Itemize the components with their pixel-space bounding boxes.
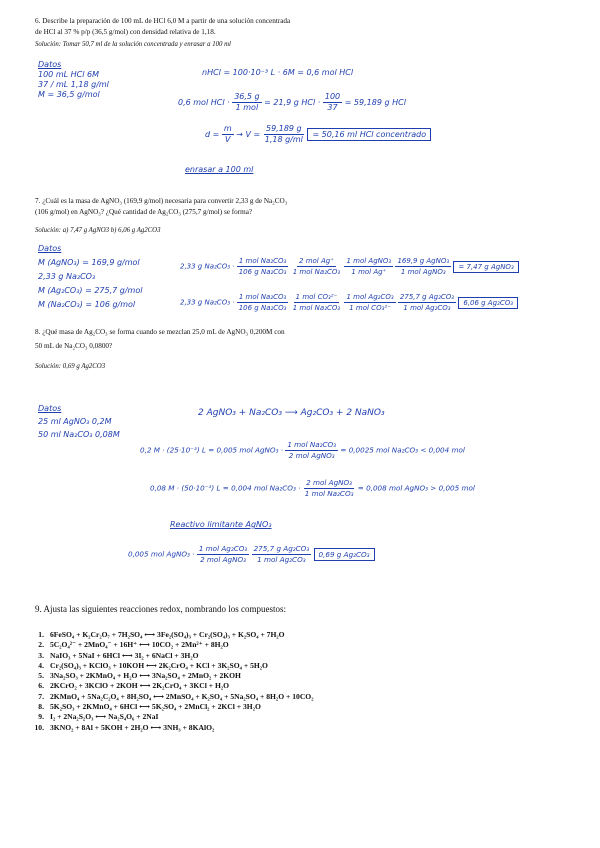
q6-dato-1: 100 mL HCl 6M [38, 70, 99, 79]
q6-volume-fraction: $\frac{59,189 g}{1,18 g/ml}$ [264, 124, 303, 144]
q6-volume-line: d = $\frac{m}{V}$ → V = $\frac{59,189 g}{1,18 g/ml}$ = 50,16 ml HCl concentrado [205, 124, 431, 145]
q7-dato-3: M (Ag₂CO₃) = 275,7 g/mol [38, 286, 143, 295]
q7-datos-title: Datos [38, 244, 62, 253]
reaction-number: 9. [38, 712, 44, 722]
q6-molar-mass-fraction: $\frac{36,5 g}{\text{1 mol}}$ [234, 92, 260, 112]
q6-solution: Solución: Tomar 50,7 ml de la solución concentrada y enrasar a 100 ml [35, 41, 231, 48]
q7-r1-fraction-2: $\frac{\text{2 mol Ag⁺}}{\text{1 mol Na₂CO₃}}$ [292, 257, 341, 276]
q9-title: 9. Ajusta las siguientes reacciones redox, nombrando los compuestos: [35, 604, 286, 614]
reaction-equation: 5C₂O₄²⁻ + 2MnO₄⁻ + 16H⁺ ⟷ 10CO₂ + 2Mn²⁺ + 8H₂O [50, 640, 229, 650]
q8-a-fraction: $\frac{\text{1 mol Na₂CO₃}}{\text{2 mol AgNO₃}}$ [287, 440, 337, 460]
reaction-number: 5. [38, 671, 44, 681]
reaction-item [28, 712, 313, 722]
reaction-item [28, 630, 313, 640]
q8-c-fraction-1: $\frac{\text{1 mol Ag₂CO₃}}{\text{2 mol AgNO₃}}$ [198, 544, 248, 564]
q8-agno3-moles-calc: 0,2 M · (25·10⁻³) L = 0,005 mol AgNO₃ · $\frac{\text{1 mol Na₂CO₃}}{\text{2 mol AgNO₃}}$ = 0,0025 mol Na₂CO₃ < 0,004 mol [140, 440, 465, 460]
reaction-item [28, 692, 313, 702]
q7-dato-1: M (AgNO₃) = 169,9 g/mol [38, 258, 140, 267]
q8-limiting-reagent: Reactivo limitante AgNO₃ [170, 520, 272, 529]
q8-c-fraction-2: $\frac{\text{275,7 g Ag₂CO₃}}{\text{1 mol Ag₂CO₃}}$ [253, 544, 310, 564]
reaction-item [28, 661, 313, 671]
reaction-equation: 3KNO₂ + 8Al + 5KOH + 2H₂O ⟷ 3NH₃ + 8KAlO₂ [50, 722, 215, 732]
q7-r1-fraction-3: $\frac{\text{1 mol AgNO₃}}{\text{1 mol Ag⁺}}$ [346, 257, 392, 276]
q7-r2-fraction-1: $\frac{\text{1 mol Na₂CO₃}}{\text{106 g Na₂CO₃}}$ [238, 293, 287, 312]
reaction-equation: 3Na₂SO₃ + 2KMnO₄ + H₂O ⟷ 3Na₂SO₄ + 2MnO₂ + 2KOH [50, 671, 241, 681]
q7-dato-2: 2,33 g Na₂CO₃ [38, 272, 96, 281]
q7-statement: 7. ¿Cuál es la masa de AgNO₃ (169,9 g/mol) necesaria para convertir 2,33 g de Na₂CO₃ (106 g/mol) en AgNO₃? ¿Qué cantidad de Ag₂CO₃ (275,7 g/mol) se forma? [35, 197, 288, 216]
q7-datos-block [38, 244, 142, 310]
q7-r2-fraction-3: $\frac{\text{1 mol Ag₂CO₃}}{\text{1 mol CO₃²⁻}}$ [346, 293, 394, 312]
q8-solution: Solución: 0,69 g Ag2CO3 [35, 363, 106, 370]
reaction-number: 6. [38, 681, 44, 691]
q6-density-fraction: $\frac{m}{V}$ [223, 124, 232, 144]
q6-dato-3: M = 36,5 g/mol [38, 90, 100, 99]
q7-solution: Solución: a) 7,47 g AgNO3 b) 6,06 g Ag2CO3 [35, 227, 161, 234]
reaction-equation: Cr₂(SO₄)₃ + KClO₃ + 10KOH ⟷ 2K₂CrO₄ + KCl + 3K₂SO₄ + 5H₂O [50, 660, 268, 670]
reaction-item [28, 651, 313, 661]
q7-r2-fraction-2: $\frac{\text{1 mol CO₃²⁻}}{\text{1 mol Na₂CO₃}}$ [292, 293, 341, 312]
reaction-item [28, 640, 313, 650]
q7-r1-fraction-4: $\frac{\text{169,9 g AgNO₃}}{\text{1 mol AgNO₃}}$ [397, 257, 450, 276]
reaction-item [28, 681, 313, 691]
reaction-number: 2. [38, 640, 44, 650]
q6-percent-fraction: $\frac{100}{37}$ [324, 92, 341, 112]
reaction-number: 8. [38, 702, 44, 712]
q7-r1-fraction-1: $\frac{\text{1 mol Na₂CO₃}}{\text{106 g Na₂CO₃}}$ [238, 257, 287, 276]
reaction-number: 3. [38, 650, 44, 660]
q8-statement: 8. ¿Qué masa de Ag₂CO₃ se forma cuando se mezclan 25,0 mL de AgNO₃ 0,200M con 50 mL de Na₂CO₃ 0,0800? [35, 328, 285, 350]
q6-enrasar-note: enrasar a 100 ml [185, 165, 254, 174]
reaction-equation: 2KMnO₄ + 5Na₂C₂O₄ + 8H₂SO₄ ⟷ 2MnSO₄ + K₂SO₄ + 5Na₂SO₄ + 8H₂O + 10CO₂ [50, 691, 314, 701]
q6-result-box: = 50,16 ml HCl concentrado [307, 128, 431, 141]
reaction-number: 7. [38, 691, 44, 701]
reaction-equation: 2KCrO₂ + 3KClO + 2KOH ⟷ 2K₂CrO₄ + 3KCl + H₂O [50, 681, 230, 691]
q6-datos-title: Datos [38, 60, 62, 69]
reaction-equation: I₂ + 2Na₂S₂O₃ ⟷ Na₂S₄O₆ + 2NaI [50, 712, 159, 722]
q6-statement: 6. Describe la preparación de 100 mL de HCl 6,0 M a partir de una solución concentrada de HCl al 37 % p/p (36,5 g/mol) con densidad relativa de 1,18. [35, 17, 291, 36]
q6-dato-2: 37 / mL 1,18 g/ml [38, 80, 109, 89]
q8-reaction-equation: 2 AgNO₃ + Na₂CO₃ ⟶ Ag₂CO₃ + 2 NaNO₃ [198, 408, 385, 418]
q8-datos-title: Datos [38, 404, 62, 413]
q8-b-fraction: $\frac{\text{2 mol AgNO₃}}{\text{1 mol Na₂CO₃}}$ [304, 478, 354, 498]
q8-product-result: 0,69 g Ag₂CO₃ [314, 548, 375, 561]
q7-ag2co3-result: 6,06 g Ag₂CO₃ [458, 297, 518, 309]
q8-datos-block [38, 404, 120, 440]
reaction-item [28, 702, 313, 712]
q6-moles-line: nHCl = 100·10⁻³ L · 6M = 0,6 mol HCl [202, 68, 354, 77]
q6-datos-block [38, 60, 109, 100]
reaction-equation: NaIO₃ + 5NaI + 6HCl ⟷ 3I₂ + 6NaCl + 3H₂O [50, 650, 199, 660]
q8-dato-2: 50 ml Na₂CO₃ 0,08M [38, 430, 120, 439]
q7-agno3-calc: 2,33 g Na₂CO₃ · $\frac{\text{1 mol Na₂CO₃}}{\text{106 g Na₂CO₃}}$ $\frac{\text{2 mol Ag⁺}}{\text{1 mol Na₂CO₃}}$ $\frac{\text{1 mol AgNO₃}}{\text{1 mol Ag⁺}}$ $\frac{\text{169,9 g AgNO₃}}{\text{1 mol AgNO₃}}$ = 7,47 g AgNO₃ [180, 256, 519, 277]
reaction-number: 4. [38, 660, 44, 670]
q7-dato-4: M (Na₂CO₃) = 106 g/mol [38, 300, 136, 309]
reaction-item [28, 671, 313, 681]
reaction-item [28, 723, 313, 733]
q8-na2co3-moles-calc: 0,08 M · (50·10⁻³) L = 0,004 mol Na₂CO₃ · $\frac{\text{2 mol AgNO₃}}{\text{1 mol Na₂CO₃}}$ = 0,008 mol AgNO₃ > 0,005 mol [150, 478, 475, 498]
reaction-equation: 5K₂SO₃ + 2KMnO₄ + 6HCl ⟷ 5K₂SO₄ + 2MnCl₂ + 2KCl + 3H₂O [50, 702, 261, 712]
q8-product-mass-calc: 0,005 mol AgNO₃ · $\frac{\text{1 mol Ag₂CO₃}}{\text{2 mol AgNO₃}}$ $\frac{\text{275,7 g Ag₂CO₃}}{\text{1 mol Ag₂CO₃}}$ 0,69 g Ag₂CO₃ [128, 544, 375, 565]
q6-mass-line: 0,6 mol HCl · $\frac{36,5 g}{\text{1 mol}}$ = 21,9 g HCl · $\frac{100}{37}$ = 59,189 g HCl [178, 92, 406, 112]
q7-ag2co3-calc: 2,33 g Na₂CO₃ · $\frac{\text{1 mol Na₂CO₃}}{\text{106 g Na₂CO₃}}$ $\frac{\text{1 mol CO₃²⁻}}{\text{1 mol Na₂CO₃}}$ $\frac{\text{1 mol Ag₂CO₃}}{\text{1 mol CO₃²⁻}}$ $\frac{\text{275,7 g Ag₂CO₃}}{\text{1 mol Ag₂CO₃}}$ 6,06 g Ag₂CO₃ [180, 292, 518, 313]
reaction-equation: 6FeSO₄ + K₂Cr₂O₇ + 7H₂SO₄ ⟷ 3Fe₂(SO₄)₃ + Cr₂(SO₄)₃ + K₂SO₄ + 7H₂O [50, 630, 285, 639]
reaction-number: 1. [38, 630, 44, 639]
q7-r2-fraction-4: $\frac{\text{275,7 g Ag₂CO₃}}{\text{1 mol Ag₂CO₃}}$ [399, 293, 455, 312]
reaction-number: 10. [34, 722, 44, 732]
q7-agno3-result: = 7,47 g AgNO₃ [453, 261, 518, 273]
q8-dato-1: 25 ml AgNO₃ 0,2M [38, 417, 112, 426]
q9-reaction-list [28, 630, 313, 733]
